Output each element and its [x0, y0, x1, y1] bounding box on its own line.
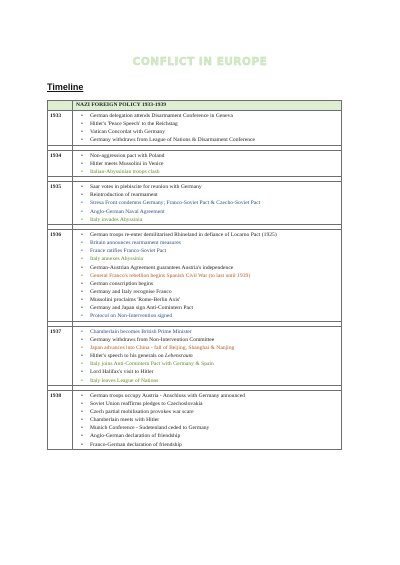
events-cell [73, 390, 342, 449]
bullet-icon: • [81, 192, 83, 199]
event-list [73, 392, 341, 449]
list-item [73, 328, 341, 336]
event-text: Italy invades Abyssinia [90, 216, 143, 223]
list-item [73, 120, 341, 128]
table-header-row [48, 101, 342, 111]
events-cell [73, 150, 342, 176]
bullet-icon: • [81, 152, 83, 159]
list-item [73, 112, 341, 120]
bullet-icon: • [81, 361, 83, 368]
bullet-icon: • [81, 129, 83, 136]
list-item [73, 304, 341, 312]
list-item [73, 264, 341, 272]
bullet-icon: • [81, 353, 83, 360]
bullet-icon: • [81, 313, 83, 320]
document-title: CONFLICT IN EUROPE [132, 56, 268, 68]
event-text: Munich Conference - Sudetenland ceded to Germany [90, 425, 210, 432]
bullet-icon: • [81, 288, 83, 295]
table-row [48, 182, 342, 225]
bullet-icon: • [81, 344, 83, 351]
bullet-icon: • [81, 184, 83, 191]
event-text: Protocol on Non-Intervention signed [90, 313, 173, 320]
bullet-icon: • [81, 392, 83, 399]
year-cell: 1937 [48, 326, 73, 385]
events-cell [73, 182, 342, 225]
event-text: Reintroduction of rearmament [90, 192, 158, 199]
list-item [73, 368, 341, 376]
bullet-icon: • [81, 433, 83, 440]
event-text: Italian-Abyssinian troops clash [90, 168, 160, 175]
event-text: Hitler's 'Peace Speech' to the Reichstag [90, 121, 178, 128]
table-row [48, 390, 342, 449]
list-item [73, 136, 341, 144]
event-text: Britain announces rearmament measures [90, 240, 181, 247]
header-blank-cell [48, 101, 73, 111]
event-list [73, 183, 341, 224]
event-text: Italy annexes Abyssinia [90, 256, 144, 263]
list-item [73, 168, 341, 176]
list-item [73, 344, 341, 352]
list-item [73, 272, 341, 280]
list-item [73, 288, 341, 296]
event-text: Soviet Union reaffirms pledges to Czechoslovakia [90, 400, 203, 407]
bullet-icon: • [81, 280, 83, 287]
event-text: Chamberlain meets with Hitler [90, 417, 160, 424]
bullet-icon: • [81, 305, 83, 312]
table-row [48, 229, 342, 321]
events-cell [73, 326, 342, 385]
bullet-icon: • [81, 121, 83, 128]
event-text: Germany withdraws from Non-Intervention Committee [90, 336, 215, 343]
list-item [73, 441, 341, 449]
list-item [73, 160, 341, 168]
bullet-icon: • [81, 328, 83, 335]
event-text: General Franco's rebellion begins Spanish Civil War (to last until 1939) [90, 272, 251, 279]
bullet-icon: • [81, 200, 83, 207]
event-text: Germany and Italy recognise Franco [90, 288, 172, 295]
table-row [48, 150, 342, 176]
event-text: German-Austrian Agreement guarantees Austria's independence [90, 264, 234, 271]
bullet-icon: • [81, 113, 83, 119]
event-text: Germany and Japan sign Anti-Comintern Pact [90, 305, 193, 312]
bullet-icon: • [81, 231, 83, 238]
table-row [48, 111, 342, 146]
list-item [73, 152, 341, 160]
event-text: Stresa Front condemns Germany; Franco-Soviet Pact & Czecho-Soviet Pact [90, 200, 261, 207]
events-cell [73, 111, 342, 146]
timeline-table [47, 100, 342, 450]
event-text: Anglo-German declaration of friendship [90, 433, 181, 440]
event-text: Vatican Concordat with Germany [90, 129, 166, 136]
year-cell: 1933 [48, 111, 73, 146]
list-item [73, 280, 341, 288]
list-item [73, 336, 341, 344]
list-item [73, 408, 341, 416]
list-item [73, 296, 341, 304]
event-list [73, 328, 341, 385]
event-text: Italy leaves League of Nations [90, 377, 159, 384]
bullet-icon: • [81, 409, 83, 415]
list-item [73, 352, 341, 360]
event-text: Lord Halifax's visit to Hitler [90, 369, 154, 376]
event-text: Italy joins Anti-Comintern Pact with Germany & Spain [90, 361, 214, 368]
table-header: NAZI FOREIGN POLICY 1933-1939 [73, 101, 342, 111]
event-text: German troops re-enter demilitarised Rhineland in defiance of Locarno Pact (1925) [90, 231, 277, 238]
event-text: German conscription begins [90, 280, 154, 287]
event-list [73, 152, 341, 176]
list-item [73, 400, 341, 408]
bullet-icon: • [81, 417, 83, 424]
event-text: Anglo-German Naval Agreement [90, 208, 165, 215]
bullet-icon: • [81, 208, 83, 215]
list-item [73, 199, 341, 207]
bullet-icon: • [81, 216, 83, 223]
list-item [73, 216, 341, 224]
bullet-icon: • [81, 240, 83, 247]
bullet-icon: • [81, 400, 83, 407]
list-item [73, 432, 341, 440]
year-cell: 1938 [48, 390, 73, 449]
bullet-icon: • [81, 425, 83, 432]
table-row [48, 326, 342, 385]
event-text: France ratifies Franco-Soviet Pact [90, 248, 167, 255]
event-text: Germany withdraws from League of Nations & Disarmament Conference [90, 137, 255, 144]
list-item [73, 377, 341, 385]
event-text: German troops occupy Austria - Anschluss with Germany announced [90, 392, 246, 399]
list-item [73, 424, 341, 432]
list-item [73, 231, 341, 239]
event-text: Japan advances into China - fall of Beijing, Shanghai & Nanjing [90, 344, 235, 351]
bullet-icon: • [81, 264, 83, 271]
list-item [73, 416, 341, 424]
year-cell: 1936 [48, 229, 73, 321]
list-item [73, 183, 341, 191]
event-text: Mussolini proclaims 'Rome-Berlin Axis' [90, 297, 181, 304]
section-heading: Timeline [47, 82, 84, 92]
year-cell: 1934 [48, 150, 73, 176]
event-text: German delegation attends Disarmament Conference in Geneva [90, 113, 233, 119]
bullet-icon: • [81, 137, 83, 144]
bullet-icon: • [81, 256, 83, 263]
bullet-icon: • [81, 369, 83, 376]
bullet-icon: • [81, 336, 83, 343]
bullet-icon: • [81, 272, 83, 279]
list-item [73, 128, 341, 136]
bullet-icon: • [81, 377, 83, 384]
year-cell: 1935 [48, 182, 73, 225]
event-text: Franco-German declaration of friendship [90, 441, 182, 448]
event-text: Non-aggression pact with Poland [90, 152, 165, 159]
bullet-icon: • [81, 297, 83, 304]
event-text: Hitler's speech to his generals on [90, 353, 165, 360]
event-text: Czech partial mobilisation provokes war scare [90, 409, 194, 415]
list-item [73, 208, 341, 216]
events-cell [73, 229, 342, 321]
list-item [73, 255, 341, 263]
event-list [73, 112, 341, 145]
list-item [73, 392, 341, 400]
bullet-icon: • [81, 248, 83, 255]
event-text: Saar votes in plebiscite for reunion with Germany [90, 184, 202, 191]
list-item [73, 247, 341, 255]
list-item [73, 360, 341, 368]
list-item [73, 239, 341, 247]
bullet-icon: • [81, 441, 83, 448]
bullet-icon: • [81, 168, 83, 175]
event-list [73, 231, 341, 321]
event-text: Chamberlain becomes British Prime Minister [90, 328, 192, 335]
bullet-icon: • [81, 160, 83, 167]
list-item [73, 191, 341, 199]
event-text: Hitler meets Mussolini in Venice [90, 160, 164, 167]
list-item [73, 312, 341, 320]
event-text-italic: Lebensraum [164, 353, 193, 360]
